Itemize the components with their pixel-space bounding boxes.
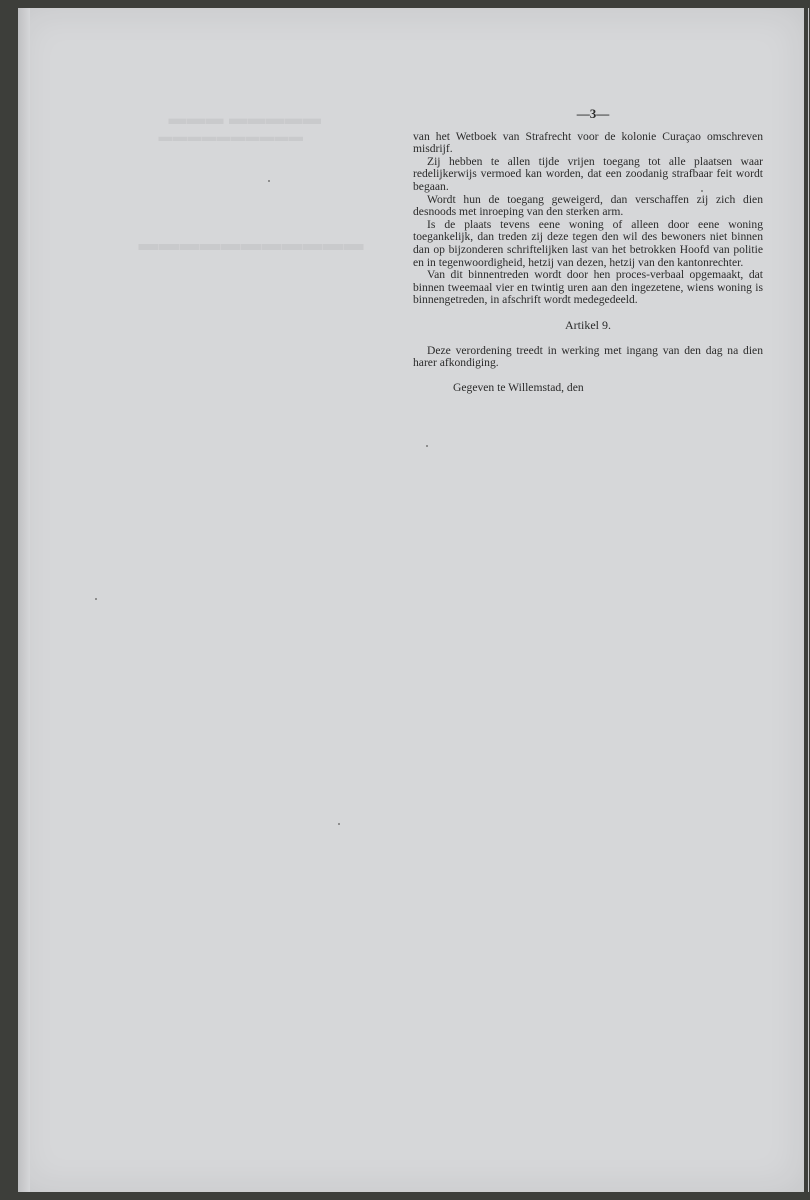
paragraph: Is de plaats tevens eene woning of alleen door eene woning toegankelijk, dan treden zij deze tegen den wil des bewoners niet binnen dan op bijzonderen schriftelijken last van het betrokken Hoofd van politie en in tegenwoordigheid, hetzij van dezen, hetzij van den kantonrechter. [413,217,763,269]
article-text: Deze verordening treedt in werking met ingang van den dag na dien harer afkondiging. [413,343,763,370]
paragraph: van het Wetboek van Strafrecht voor de kolonie Curaçao omschreven misdrijf. [413,129,763,156]
page-number: —3— [576,106,610,121]
paper-speck [95,598,97,600]
article-heading: Artikel 9. [565,317,611,332]
show-through-text: ▬▬▬▬▬ ▬▬▬ [168,108,321,128]
page-fold [808,8,809,1192]
text-column [413,108,763,394]
paragraph: Zij hebben te allen tijde vrijen toegang tot alle plaatsen waar redelijkerwijs vermoed kan worden, dat een zoodanig strafbaar feit wordt begaan. [413,154,763,193]
signature-line: Gegeven te Willemstad, den [453,380,584,394]
show-through-text: ▬▬▬▬▬▬▬▬▬▬▬ [138,233,364,255]
paragraph: Van dit binnentreden wordt door hen proces-verbaal opgemaakt, dat binnen tweemaal vier en twintig uren aan den ingezetene, wiens woning is binnengetreden, in afschrift wordt medegedeeld. [413,268,763,307]
paper-speck [268,180,270,182]
show-through-text: ▬▬▬▬▬▬▬▬▬▬ [158,130,303,145]
paper-speck [426,445,428,447]
paragraph: Wordt hun de toegang geweigerd, dan verschaffen zij zich dien desnoods met inroeping van den sterken arm. [413,192,763,219]
page-edge [18,8,30,1192]
paper-speck [338,823,340,825]
